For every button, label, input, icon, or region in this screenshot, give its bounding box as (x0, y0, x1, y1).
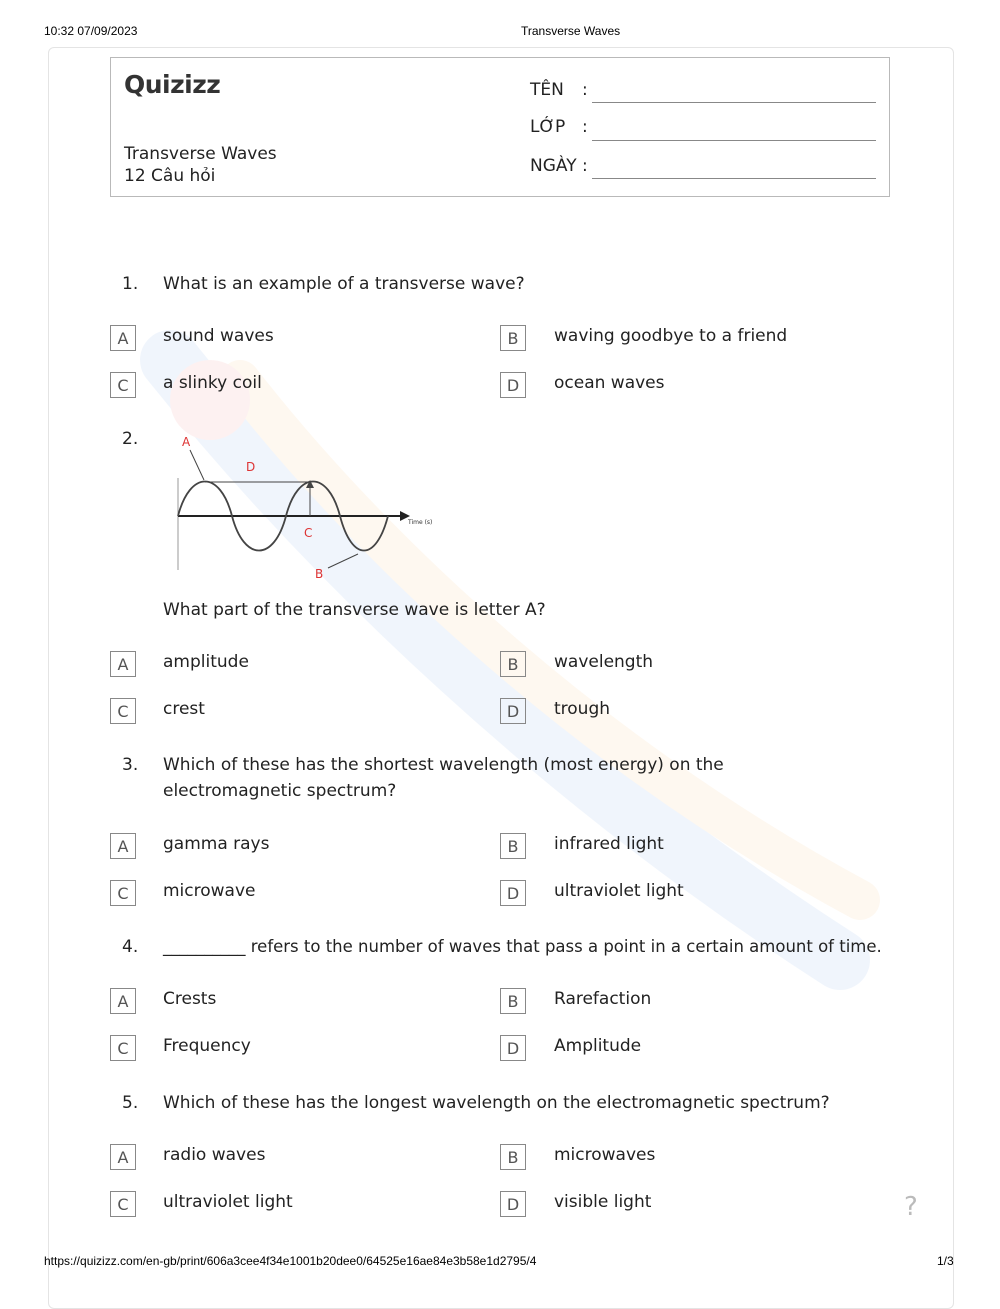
question-1-number: 1. (122, 274, 139, 294)
q3-option-b-text: infrared light (554, 834, 664, 854)
name-field-label: TÊN : (530, 80, 588, 100)
q4-option-a-box[interactable]: A (110, 988, 136, 1014)
q4-option-d-text: Amplitude (554, 1036, 642, 1056)
diagram-label-b: B (315, 567, 324, 581)
q5-option-b-text: microwaves (554, 1145, 656, 1165)
quizizz-logo: Quizizz (124, 70, 221, 99)
question-2-number: 2. (122, 429, 139, 449)
question-3-text: Which of these has the shortest wavelength (most energy) on the electromagnetic spectrum? (163, 755, 724, 801)
question-count: 12 Câu hỏi (124, 166, 216, 186)
class-field-label: LỚP : (530, 117, 588, 137)
q2-option-d-box[interactable]: D (500, 698, 526, 724)
q3-option-b-box[interactable]: B (500, 833, 526, 859)
q3-option-d-text: ultraviolet light (554, 881, 684, 901)
q3-option-c-box[interactable]: C (110, 880, 136, 906)
q1-option-a-box[interactable]: A (110, 325, 136, 351)
q5-option-c-box[interactable]: C (110, 1191, 136, 1217)
q5-option-a-text: radio waves (163, 1145, 266, 1165)
q1-option-b-text: waving goodbye to a friend (554, 326, 788, 346)
q5-option-d-box[interactable]: D (500, 1191, 526, 1217)
q1-option-b-box[interactable]: B (500, 325, 526, 351)
question-2-text: What part of the transverse wave is letter A? (163, 600, 546, 620)
print-page-number: 1/3 (937, 1254, 954, 1268)
q4-option-b-text: Rarefaction (554, 989, 652, 1009)
help-icon[interactable]: ? (904, 1192, 918, 1222)
diagram-label-a: A (182, 435, 191, 449)
q4-option-c-text: Frequency (163, 1036, 251, 1056)
name-field-line[interactable] (592, 102, 876, 103)
q4-option-d-box[interactable]: D (500, 1035, 526, 1061)
diagram-label-c: C (304, 526, 313, 540)
q5-option-d-text: visible light (554, 1192, 652, 1212)
worksheet-page (48, 47, 954, 1309)
q1-option-d-text: ocean waves (554, 373, 665, 393)
question-5-text: Which of these has the longest wavelength on the electromagnetic spectrum? (163, 1093, 830, 1113)
q3-option-a-box[interactable]: A (110, 833, 136, 859)
print-page-title: Transverse Waves (521, 24, 621, 38)
date-field-line[interactable] (592, 178, 876, 179)
q2-option-a-box[interactable]: A (110, 651, 136, 677)
q3-option-a-text: gamma rays (163, 834, 270, 854)
q1-option-a-text: sound waves (163, 326, 274, 346)
q1-option-d-box[interactable]: D (500, 372, 526, 398)
q3-option-d-box[interactable]: D (500, 880, 526, 906)
q5-option-a-box[interactable]: A (110, 1144, 136, 1170)
worksheet-header-box (110, 57, 890, 197)
q4-option-b-box[interactable]: B (500, 988, 526, 1014)
q2-option-c-box[interactable]: C (110, 698, 136, 724)
print-datetime: 10:32 07/09/2023 (44, 24, 138, 38)
q5-option-b-box[interactable]: B (500, 1144, 526, 1170)
class-field-line[interactable] (592, 140, 876, 141)
date-field-label: NGÀY : (530, 156, 588, 176)
question-3-number: 3. (122, 755, 139, 775)
q2-option-b-text: wavelength (554, 652, 654, 672)
diagram-axis-label: Time (s) (408, 519, 433, 526)
question-5-number: 5. (122, 1093, 139, 1113)
transverse-wave-diagram (160, 430, 450, 590)
q3-option-c-text: microwave (163, 881, 256, 901)
print-url: https://quizizz.com/en-gb/print/606a3cee4f34e1001b20dee0/64525e16ae84e3b58e1d2795/4 (44, 1254, 537, 1268)
q2-option-d-text: trough (554, 699, 611, 719)
q1-option-c-text: a slinky coil (163, 373, 262, 393)
q2-option-c-text: crest (163, 699, 205, 719)
q4-option-a-text: Crests (163, 989, 217, 1009)
question-1-text: What is an example of a transverse wave? (163, 274, 525, 294)
q1-option-c-box[interactable]: C (110, 372, 136, 398)
question-4-text: __________ refers to the number of waves that pass a point in a certain amount of time. (163, 937, 882, 956)
q4-option-c-box[interactable]: C (110, 1035, 136, 1061)
diagram-label-d: D (246, 460, 256, 474)
q5-option-c-text: ultraviolet light (163, 1192, 293, 1212)
question-4-number: 4. (122, 937, 139, 957)
q2-option-a-text: amplitude (163, 652, 249, 672)
quiz-title: Transverse Waves (124, 144, 277, 164)
q2-option-b-box[interactable]: B (500, 651, 526, 677)
